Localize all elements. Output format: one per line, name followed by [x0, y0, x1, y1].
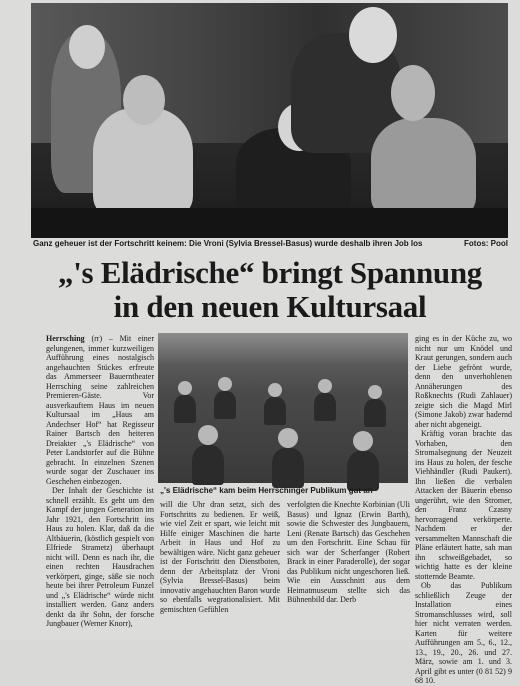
headline-line-1: „'s Elädrische“ bringt Spannung [58, 255, 482, 290]
top-photo-caption [33, 239, 508, 249]
audience-body [174, 395, 196, 423]
audience-photo [158, 333, 408, 483]
figure-face [349, 7, 397, 63]
article-headline [40, 256, 500, 324]
article-paragraph: will die Uhr dran setzt, sich des Fortschritts zu bedienen. Er weiß, wie viel Zeit er spart, wie leicht mit Hilfe einiger Maschinen die harte Arbeit in Haus und Hof zu bewältigen wäre. Nicht ganz geheuer ist der Fortschritt den Dienstboten, denn der Arbeitsplatz der Vroni (Sylvia Bressel-Basus) beim innovativ angehauchten Baron wurde so ebenfalls wegrationalisiert. Mit gemischten Gefühlen [160, 500, 280, 614]
audience-body [214, 391, 236, 419]
theater-scene-photo [31, 3, 508, 238]
audience-head [318, 379, 332, 393]
audience-head [353, 431, 373, 451]
figure-bearded-man [371, 118, 476, 218]
article-column-4 [415, 334, 512, 685]
audience-body [314, 393, 336, 421]
figure-face [69, 25, 105, 69]
audience-head [268, 383, 282, 397]
audience-body [347, 451, 379, 491]
article-paragraph: Der Inhalt der Geschichte ist schnell erzählt. Es geht um den Kampf der jungen Generation im Jahr 1921, den Fortschritt ins Haus zu holen. Klar, daß da die Altbäuerin, (köstlich gespielt von Elfriede Strametz) überhaupt nicht will. Denn es nach ihr, die einen rechten Hausdrachen verkörpert, ginge, säße sie noch heute bei ihrer Petroleum Funzel und „'s Elädrische“ würde nicht installiert werden. Ganz anders denkt da ihr Sohn, der forsche Jungbauer (Werner Knorr), [46, 486, 154, 628]
audience-head [178, 381, 192, 395]
caption-text: Ganz geheuer ist der Fortschritt keinem: Die Vroni (Sylvia Bressel-Basus) wurde deshalb ihren Job los [33, 239, 423, 248]
dateline-place: Herrsching [46, 334, 85, 343]
audience-head [368, 385, 382, 399]
audience-head [278, 428, 298, 448]
stage-table [31, 208, 508, 238]
article-column-2 [160, 500, 280, 636]
hall-ceiling [158, 333, 408, 363]
paragraph-text: (rr) – Mit einer gelungenen, immer kurzweiligen Aufführung eines nostalgisch angehauchten Stückes erfreute das Ammerseer Bauerntheater Herrsching seine zahlreichen Premieren-Gäste. Vor ausverkauftem Haus im neuen Kultursaal im „Haus am Andechser Hof“ hat Regisseur Rainer Bartsch den heiteren Dreiakter „'s Elädrische“ von Peter Landstorfer auf die Bühne gebracht. In einzelnen Szenen wurde sogar der Zuschauer ins Geschehen einbezogen. [46, 334, 154, 486]
article-column-1 [46, 334, 154, 634]
figure-face [123, 75, 165, 125]
audience-body [192, 445, 224, 485]
audience-body [264, 397, 286, 425]
article-paragraph: verfolgten die Knechte Korbinian (Uli Basus) und Ignaz (Erwin Barth), sowie die Schwester des Jungbauern, Leni (Renate Bartsch) das Geschehen um den Fortschritt. Eine Schau für sich war der Scherfanger (Robert Brack in einer Paraderolle), der sogar das Publikum nicht ungeschoren ließ. Wie ein Ausschnitt aus dem Heimatmuseum stellte sich das Bühnenbild dar. Derb [287, 500, 410, 604]
article-paragraph: Ob das Publikum schließlich Zeuge der Installation eines Stromanschlusses wird, soll hier nicht verraten werden. Karten für weitere Aufführungen am 5., 6., 12., 13., 19., 20., 26. und 27. März, sowie am 1. und 3. April gibt es unter (0 81 52) 9 68 10. [415, 581, 512, 685]
audience-head [218, 377, 232, 391]
article-paragraph: Kräftig voran brachte das Vorhaben, den Stromalsegnung der Neuzeit ins Haus zu holen, der fesche Viehhändler (Rudi Paukert). Ihn ließen die verbalen Attacken der Bäuerin ebenso ungerührt, wie den Stromer, den Franz Czasny hervorragend verkörperte. Nachdem er der versammelten Mannschaft die Pläne erläutert hatte, sah man ihn schweißgebadet, so wichtig hatte es der kleine stotternde Beamte. [415, 429, 512, 581]
audience-head [198, 425, 218, 445]
photo-credit: Fotos: Pool [464, 239, 508, 248]
article-paragraph [46, 334, 154, 486]
article-column-3 [287, 500, 410, 636]
audience-body [364, 399, 386, 427]
audience-photo-caption: „'s Elädrische“ kam beim Herrschinger Publikum gut an [160, 486, 373, 495]
headline-line-2: in den neuen Kultursaal [113, 289, 427, 324]
article-paragraph: ging es in der Küche zu, wo nicht nur um Knödel und Kraut gerungen, sondern auch der Liebe gefrönt wurde, denn den unverhohlenen Annäherungen des Roßknechts (Rudi Zahlauer) zeigte sich die Magd Mirl (Simone Jakob) zwar hadernd aber nicht abgeneigt. [415, 334, 512, 429]
audience-body [272, 448, 304, 488]
figure-face [391, 65, 435, 121]
